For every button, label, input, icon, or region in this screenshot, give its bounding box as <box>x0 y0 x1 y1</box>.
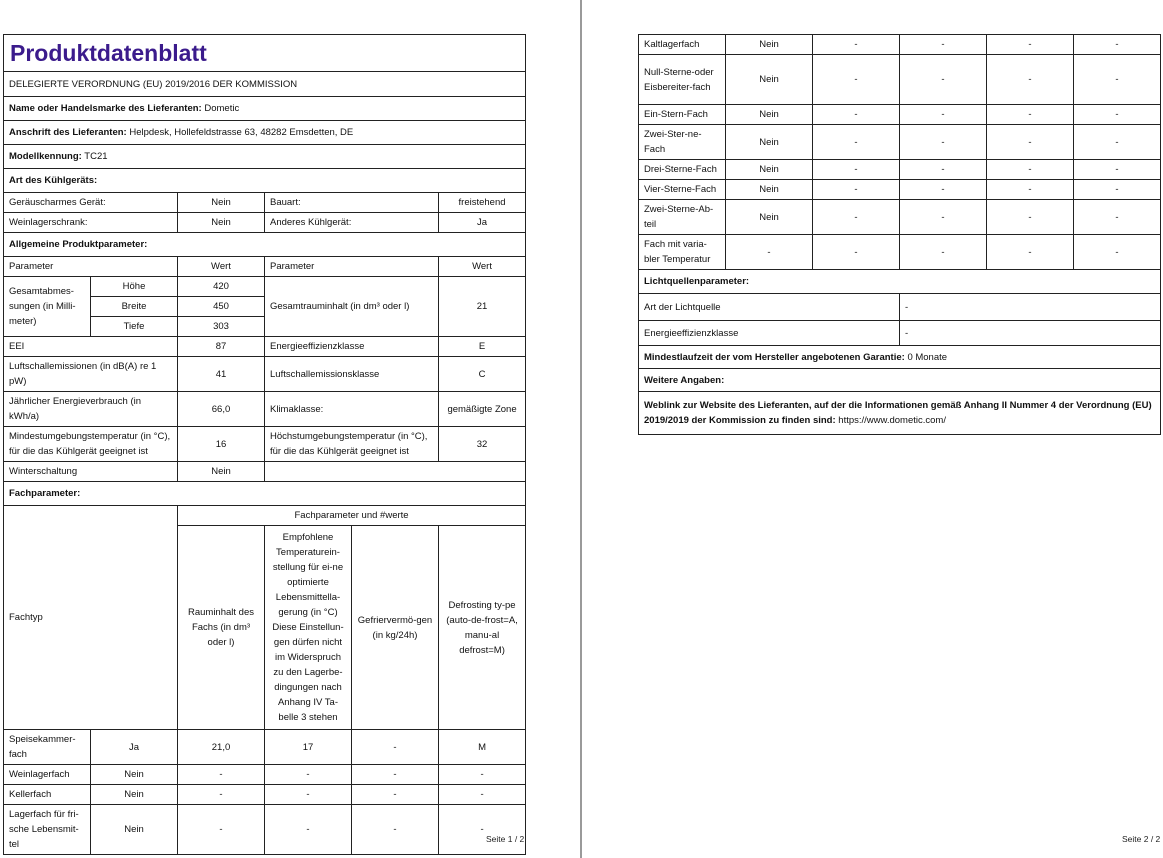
compartment-temp: - <box>265 805 352 855</box>
light-class-label: Energieeffizienzklasse <box>639 321 900 346</box>
page-1 <box>0 0 580 858</box>
width-label: Breite <box>91 297 178 317</box>
annual-energy-value: 66,0 <box>178 392 265 427</box>
compartment-present: Nein <box>726 105 813 125</box>
supplier-name-label: Name oder Handelsmarke des Lieferanten: <box>9 103 202 114</box>
col-volume-header: Rauminhalt des Fachs (in dm³ oder l) <box>178 526 265 730</box>
compartment-temp: - <box>900 105 987 125</box>
energy-class-value: E <box>439 337 526 357</box>
design-label: Bauart: <box>265 193 439 213</box>
weblink-value[interactable]: https://www.dometic.com/ <box>838 415 946 426</box>
climate-class-value: gemäßigte Zone <box>439 392 526 427</box>
page-footer: Seite 1 / 2 <box>486 834 525 844</box>
noise-class-label: Luftschallemissionsklasse <box>265 357 439 392</box>
supplier-address-value: Helpdesk, Hollefeldstrasse 63, 48282 Emsdetten, DE <box>129 127 354 138</box>
weblink-row <box>639 392 1161 435</box>
compartment-temp: - <box>265 785 352 805</box>
climate-class-label: Klimaklasse: <box>265 392 439 427</box>
compartment-defrost: - <box>1074 125 1161 160</box>
col-defrost-header: Defrosting ty-pe (auto-de-frost=A, manu-al defrost=M) <box>439 526 526 730</box>
compartment-freeze: - <box>987 160 1074 180</box>
compartment-volume: - <box>813 180 900 200</box>
low-noise-label: Geräuscharmes Gerät: <box>4 193 178 213</box>
compartment-volume: - <box>813 55 900 105</box>
compartment-present: Ja <box>91 730 178 765</box>
light-type-value: - <box>900 294 1161 321</box>
param-header: Parameter <box>265 257 439 277</box>
compartment-defrost: - <box>1074 55 1161 105</box>
max-temp-value: 32 <box>439 427 526 462</box>
max-temp-label: Höchstumgebungstemperatur (in °C), für die das Kühlgerät geeignet ist <box>265 427 439 462</box>
compartment-name: Lagerfach für fri-sche Lebensmit-tel <box>4 805 91 855</box>
supplier-address-label: Anschrift des Lieferanten: <box>9 127 127 138</box>
col-temp-header: Empfohlene Temperaturein-stellung für ei-ne optimierte Lebensmittella-gerung (in °C) Diese Einstellun-gen dürfen nicht im Widerspruch zu den Lagerbe-dingungen nach Anhang IV Ta-belle 3 stehen <box>265 526 352 730</box>
compartment-freeze: - <box>352 785 439 805</box>
min-temp-value: 16 <box>178 427 265 462</box>
light-type-label: Art der Lichtquelle <box>639 294 900 321</box>
col-freeze-header: Gefriervermö-gen (in kg/24h) <box>352 526 439 730</box>
winter-label: Winterschaltung <box>4 462 178 482</box>
other-appliance-value: Ja <box>439 213 526 233</box>
page-title: Produktdatenblatt <box>4 35 526 72</box>
depth-label: Tiefe <box>91 317 178 337</box>
compartment-name: Weinlagerfach <box>4 765 91 785</box>
guarantee-row <box>639 346 1161 369</box>
guarantee-label: Mindestlaufzeit der vom Hersteller angebotenen Garantie: <box>644 351 905 363</box>
compartment-defrost: - <box>1074 200 1161 235</box>
light-source-heading: Lichtquellenparameter: <box>639 270 1161 294</box>
compartment-freeze: - <box>987 235 1074 270</box>
width-value: 450 <box>178 297 265 317</box>
compartment-name: Fach mit varia-bler Temperatur <box>639 235 726 270</box>
compartment-volume: - <box>813 105 900 125</box>
eei-value: 87 <box>178 337 265 357</box>
more-info-label: Weitere Angaben: <box>639 369 1161 392</box>
empty-cell <box>265 462 526 482</box>
total-volume-label: Gesamtrauminhalt (in dm³ oder l) <box>265 277 439 337</box>
compartment-freeze: - <box>987 180 1074 200</box>
energy-class-label: Energieeffizienzklasse <box>265 337 439 357</box>
compartment-volume: - <box>178 805 265 855</box>
winter-value: Nein <box>178 462 265 482</box>
noise-class-value: C <box>439 357 526 392</box>
compartment-freeze: - <box>987 125 1074 160</box>
page-2 <box>582 0 1163 858</box>
compartment-defrost: - <box>1074 235 1161 270</box>
compartment-present: Nein <box>726 160 813 180</box>
guarantee-value: 0 Monate <box>907 351 948 363</box>
low-noise-value: Nein <box>178 193 265 213</box>
design-value: freistehend <box>439 193 526 213</box>
compartment-freeze: - <box>987 55 1074 105</box>
compartment-type-label: Fachtyp <box>4 506 178 730</box>
compartment-name: Zwei-Sterne-Ab-teil <box>639 200 726 235</box>
compartment-name: Vier-Sterne-Fach <box>639 180 726 200</box>
compartment-defrost: - <box>439 765 526 785</box>
compartment-temp: - <box>900 125 987 160</box>
compartment-temp: - <box>900 35 987 55</box>
compartment-temp: - <box>900 180 987 200</box>
compartment-volume: - <box>813 200 900 235</box>
wine-cabinet-value: Nein <box>178 213 265 233</box>
compartment-present: Nein <box>726 200 813 235</box>
compartment-freeze: - <box>352 730 439 765</box>
other-appliance-label: Anderes Kühlgerät: <box>265 213 439 233</box>
compartment-freeze: - <box>987 35 1074 55</box>
compartment-name: Zwei-Ster-ne-Fach <box>639 125 726 160</box>
product-datasheet-table-page-1 <box>3 34 526 855</box>
compartment-temp: - <box>900 55 987 105</box>
compartment-defrost: M <box>439 730 526 765</box>
compartment-volume: - <box>813 35 900 55</box>
product-datasheet-table-page-2 <box>638 34 1161 435</box>
height-label: Höhe <box>91 277 178 297</box>
compartment-present: Nein <box>726 55 813 105</box>
compartment-temp: - <box>900 200 987 235</box>
appliance-type-heading: Art des Kühlgeräts: <box>4 169 526 193</box>
model-row <box>4 145 526 169</box>
light-class-value: - <box>900 321 1161 346</box>
compartment-name: Null-Sterne-oder Eisbereiter-fach <box>639 55 726 105</box>
compartment-present: Nein <box>726 180 813 200</box>
depth-value: 303 <box>178 317 265 337</box>
dimensions-label: Gesamtabmes-sungen (in Milli-meter) <box>4 277 91 337</box>
compartment-temp: 17 <box>265 730 352 765</box>
model-label: Modellkennung: <box>9 151 82 162</box>
compartment-defrost: - <box>1074 35 1161 55</box>
compartment-volume: - <box>178 785 265 805</box>
compartment-present: Nein <box>726 125 813 160</box>
compartment-temp: - <box>265 765 352 785</box>
compartment-freeze: - <box>352 765 439 785</box>
model-value: TC21 <box>84 151 108 162</box>
wine-cabinet-label: Weinlagerschrank: <box>4 213 178 233</box>
compartment-defrost: - <box>1074 105 1161 125</box>
page-footer: Seite 2 / 2 <box>1122 834 1161 844</box>
compartment-defrost: - <box>439 785 526 805</box>
compartment-volume: - <box>178 765 265 785</box>
compartment-name: Speisekammer-fach <box>4 730 91 765</box>
regulation-text: DELEGIERTE VERORDNUNG (EU) 2019/2016 DER KOMMISSION <box>4 72 526 97</box>
compartment-temp: - <box>900 235 987 270</box>
compartment-temp: - <box>900 160 987 180</box>
compartment-group-header: Fachparameter und #werte <box>178 506 526 526</box>
compartment-defrost: - <box>1074 160 1161 180</box>
annual-energy-label: Jährlicher Energieverbrauch (in kWh/a) <box>4 392 178 427</box>
general-parameters-heading: Allgemeine Produktparameter: <box>4 233 526 257</box>
compartment-present: Nein <box>91 785 178 805</box>
compartment-name: Drei-Sterne-Fach <box>639 160 726 180</box>
noise-value: 41 <box>178 357 265 392</box>
compartment-present: Nein <box>726 35 813 55</box>
compartment-volume: - <box>813 160 900 180</box>
compartment-name: Kaltlagerfach <box>639 35 726 55</box>
compartment-defrost: - <box>1074 180 1161 200</box>
supplier-name-value: Dometic <box>204 103 240 114</box>
compartment-volume: - <box>813 125 900 160</box>
compartment-present: Nein <box>91 765 178 785</box>
noise-label: Luftschallemissionen (in dB(A) re 1 pW) <box>4 357 178 392</box>
compartment-name: Ein-Stern-Fach <box>639 105 726 125</box>
value-header: Wert <box>178 257 265 277</box>
height-value: 420 <box>178 277 265 297</box>
weblink-label: Weblink zur Website des Lieferanten, auf der die Informationen gemäß Anhang II Nummer 4 der Verordnung (EU) 2019/2019 der Kommission zu finden sind: <box>644 400 1152 426</box>
value-header: Wert <box>439 257 526 277</box>
compartment-name: Kellerfach <box>4 785 91 805</box>
total-volume-value: 21 <box>439 277 526 337</box>
compartment-defrost: - <box>439 805 526 855</box>
supplier-name-row <box>4 97 526 121</box>
supplier-address-row <box>4 121 526 145</box>
compartment-volume: - <box>813 235 900 270</box>
compartment-freeze: - <box>352 805 439 855</box>
compartment-heading: Fachparameter: <box>4 482 526 506</box>
param-header: Parameter <box>4 257 178 277</box>
min-temp-label: Mindestumgebungstemperatur (in °C), für die das Kühlgerät geeignet ist <box>4 427 178 462</box>
compartment-present: - <box>726 235 813 270</box>
compartment-volume: 21,0 <box>178 730 265 765</box>
compartment-freeze: - <box>987 105 1074 125</box>
compartment-freeze: - <box>987 200 1074 235</box>
compartment-present: Nein <box>91 805 178 855</box>
eei-label: EEI <box>4 337 178 357</box>
